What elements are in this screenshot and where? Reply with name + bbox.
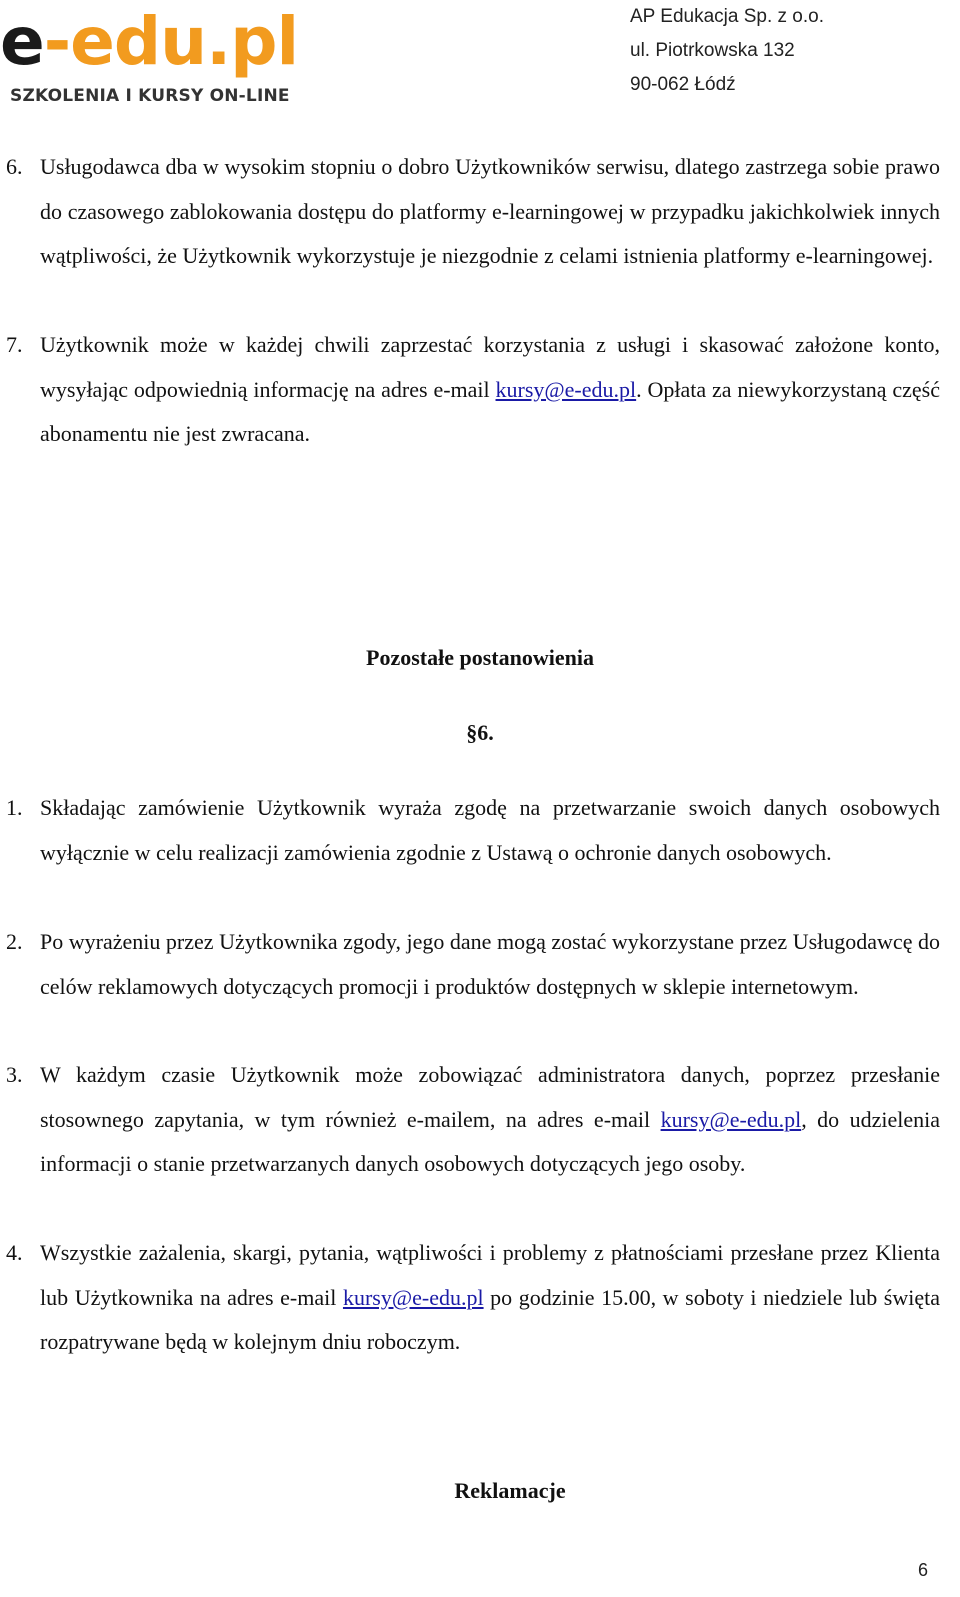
section-heading-reklamacje: Reklamacje [454, 1478, 566, 1503]
logo-tagline: SZKOLENIA I KURSY ON-LINE [10, 86, 290, 106]
logo-domain-text: -edu.pl [43, 3, 299, 80]
list-item-1 [6, 786, 940, 875]
section-heading: Pozostałe postanowienia [366, 645, 594, 670]
list-item-text-end: po godzinie 15.00, w soboty i niedziele lub święta rozpatrywane będą w kolejnym dniu roboczym. [40, 1284, 941, 1355]
list-item-7 [6, 323, 940, 457]
list-item-6 [6, 145, 940, 279]
logo-wordmark [0, 3, 299, 80]
address-street: ul. Piotrkowska 132 [630, 40, 795, 61]
list-item-3 [6, 1053, 940, 1187]
logo-e-letter: e [0, 3, 44, 80]
company-address [630, 0, 824, 102]
page-number: 6 [918, 1560, 929, 1580]
address-city: 90-062 Łódź [630, 74, 736, 95]
email-link[interactable]: kursy@e-edu.pl [495, 376, 637, 402]
company-logo [0, 3, 330, 106]
list-item-number: 2. [6, 929, 23, 954]
email-link[interactable]: kursy@e-edu.pl [342, 1284, 484, 1310]
paragraph-mark: §6. [466, 720, 494, 745]
list-item-number: 3. [6, 1062, 23, 1087]
list-item-text: W każdym czasie Użytkownik może zobowiązać administratora danych, poprzez przesłanie stosownego zapytania, w tym również e-mailem, na adres e-mail [40, 1062, 940, 1132]
list-item-text: Wszystkie zażalenia, skargi, pytania, wątpliwości i problemy z płatnościami przesłane przez Klienta lub Użytkownika na adres e-mail [40, 1240, 940, 1310]
list-item-number: 4. [6, 1240, 23, 1265]
list-item-text: Użytkownik może w każdej chwili zaprzestać korzystania z usługi i skasować założone konto, wysyłając odpowiednią informację na adres e-mail [40, 332, 940, 402]
list-item-text: Usługodawca dba w wysokim stopniu o dobro Użytkowników serwisu, dlatego zastrzega sobie prawo do czasowego zablokowania dostępu do platformy e-learningowej w przypadku jakichkolwiek innych wątpliwości, że Użytkownik wykorzystuje je niezgodnie z celami istnienia platformy e-learningowej. [40, 154, 940, 269]
list-item-text-end: . Opłata za niewykorzystaną część abonamentu nie jest zwracana. [40, 376, 940, 447]
list-item-4 [6, 1231, 941, 1365]
list-item-2 [6, 920, 940, 1009]
list-item-number: 6. [6, 154, 23, 179]
list-item-number: 7. [6, 332, 23, 357]
list-item-number: 1. [6, 795, 23, 820]
address-company-name: AP Edukacja Sp. z o.o. [630, 6, 824, 27]
list-item-text-end: , do udzielenia informacji o stanie przetwarzanych danych osobowych dotyczących jego osoby. [40, 1106, 940, 1177]
list-item-text: Po wyrażeniu przez Użytkownika zgody, jego dane mogą zostać wykorzystane przez Usługodawcę do celów reklamowych dotyczących promocji i produktów dostępnych w sklepie internetowym. [40, 929, 940, 999]
list-item-text: Składając zamówienie Użytkownik wyraża zgodę na przetwarzanie swoich danych osobowych wyłącznie w celu realizacji zamówienia zgodnie z Ustawą o ochronie danych osobowych. [40, 795, 940, 865]
email-link[interactable]: kursy@e-edu.pl [660, 1106, 802, 1132]
